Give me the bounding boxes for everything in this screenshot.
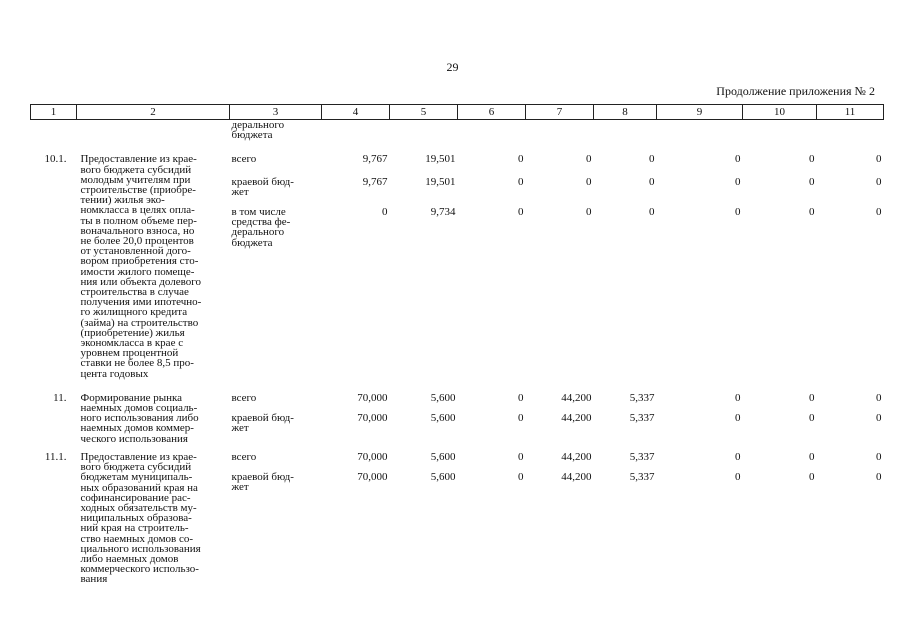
column-header: 5 (390, 105, 458, 120)
value: 0 (586, 206, 592, 218)
value: 0 (518, 153, 524, 166)
funding-type-label: всего (231, 450, 257, 463)
column-header: 8 (594, 105, 657, 120)
budget-table (30, 104, 884, 585)
value-cell (390, 154, 458, 378)
value-cell (390, 452, 458, 585)
value: 0 (809, 175, 815, 188)
funding-type-label: краевой бюд- жет (231, 412, 294, 435)
table-body (31, 120, 884, 585)
value: 0 (809, 412, 815, 425)
carryover-row (31, 120, 884, 141)
table-row (31, 393, 884, 444)
value: 0 (735, 450, 741, 463)
value: 44,200 (561, 412, 592, 425)
value-cell (458, 154, 526, 378)
value: 0 (518, 175, 524, 188)
row-number: 11. (53, 391, 67, 404)
value: 0 (735, 206, 741, 218)
value: 0 (518, 450, 524, 463)
value: 0 (809, 391, 815, 404)
value: 0 (876, 391, 882, 404)
description-cell (77, 120, 230, 141)
value: 0 (876, 471, 882, 484)
table-row (31, 452, 884, 585)
value-cell (594, 154, 657, 378)
funding-type-cell (230, 154, 322, 378)
spacer-cell (31, 140, 884, 154)
value: 0 (735, 175, 741, 188)
value-cell (526, 452, 594, 585)
value: 0 (649, 175, 655, 188)
value-cell (743, 154, 817, 378)
value: 0 (876, 412, 882, 425)
value: 44,200 (561, 471, 592, 484)
value: 0 (809, 153, 815, 166)
value: 44,200 (561, 391, 592, 404)
column-header: 4 (322, 105, 390, 120)
value-cell (526, 154, 594, 378)
value-cell (594, 393, 657, 444)
value: 70,000 (357, 471, 388, 484)
value-cell (817, 120, 884, 141)
value: 70,000 (357, 450, 388, 463)
row-number: 10.1. (44, 153, 67, 166)
value-cell (657, 154, 743, 378)
row-description: Предоставление из крае- вого бюджета субсидий бюджетам муниципаль- ных образований края на софинансирование рас- ходных обязательств му- ниципальных образова- ний края на строитель- ство наемных домов со- циального использования либо наемных домов коммерческого использо- вания (80, 450, 201, 586)
value: 0 (876, 175, 882, 188)
value: 0 (382, 206, 388, 218)
value-cell (817, 452, 884, 585)
table-row (31, 154, 884, 378)
column-header: 7 (526, 105, 594, 120)
value: 70,000 (357, 412, 388, 425)
value-cell (322, 393, 390, 444)
value: 5,337 (629, 412, 655, 425)
row-number: 11.1. (44, 450, 67, 463)
value: 44,200 (561, 450, 592, 463)
column-header: 2 (77, 105, 230, 120)
value: 0 (809, 206, 815, 218)
value: 0 (586, 175, 592, 188)
row-spacer (31, 379, 884, 393)
column-header: 6 (458, 105, 526, 120)
appendix-continuation-label: Продолжение приложения № 2 (716, 84, 875, 98)
column-number-header-row (31, 105, 884, 120)
value: 5,600 (430, 391, 456, 404)
value: 70,000 (357, 391, 388, 404)
value-cell (458, 393, 526, 444)
value-cell (743, 120, 817, 141)
value-cell (390, 120, 458, 141)
row-number-cell (31, 120, 77, 141)
value: 0 (518, 412, 524, 425)
value-cell (390, 393, 458, 444)
value-cell (594, 452, 657, 585)
value-cell (817, 154, 884, 378)
value-cell (743, 393, 817, 444)
value: 9,734 (430, 206, 456, 218)
value: 9,767 (362, 175, 388, 188)
value: 0 (649, 206, 655, 218)
value: 5,600 (430, 471, 456, 484)
value: 0 (586, 153, 592, 166)
value: 0 (649, 153, 655, 166)
spacer-cell (31, 379, 884, 393)
value: 0 (876, 153, 882, 166)
value-cell (657, 393, 743, 444)
row-description: Формирование рынка наемных домов социаль- ного использования либо наемных домов коммер- ческого использования (80, 391, 199, 445)
column-header: 11 (817, 105, 884, 120)
column-header: 3 (230, 105, 322, 120)
value: 0 (518, 471, 524, 484)
value: 9,767 (362, 153, 388, 166)
value: 0 (518, 206, 524, 218)
funding-type-cell: дерального бюджета (231, 119, 285, 142)
funding-type-label: всего (231, 391, 257, 404)
funding-type-cell (230, 452, 322, 585)
value: 0 (809, 471, 815, 484)
value-cell (322, 120, 390, 141)
funding-type-label: всего (231, 153, 257, 166)
value-cell (458, 120, 526, 141)
value: 0 (735, 153, 741, 166)
value: 0 (518, 391, 524, 404)
row-description: Предоставление из крае- вого бюджета субсидий молодым учителям при строительстве (приобре- тении) жилья эко- номкласса в целях опла- ты в полном объеме пер- воначального взноса, но не более 20,0 процентов от установленной дого- вором приобретения сто- имости жилого помеще- ния или объекта долевого строительства в случае получения ими ипотечно- го жилищного кредита (займа) на строительство (приобретение) жилья экономкласса в крае с уровнем процентной ставки не более 8,5 про- цента годовых (80, 153, 202, 380)
value-cell (657, 452, 743, 585)
funding-type-label: краевой бюд- жет (231, 175, 294, 198)
value: 5,337 (629, 450, 655, 463)
column-header: 10 (743, 105, 817, 120)
value: 0 (735, 471, 741, 484)
value-cell (657, 120, 743, 141)
value: 0 (809, 450, 815, 463)
column-header: 9 (657, 105, 743, 120)
value-cell (594, 120, 657, 141)
value-cell (322, 154, 390, 378)
value-cell (743, 452, 817, 585)
value: 0 (735, 412, 741, 425)
value: 19,501 (425, 153, 456, 166)
value: 5,600 (430, 450, 456, 463)
value: 5,337 (629, 471, 655, 484)
value: 5,337 (629, 391, 655, 404)
value-cell (322, 452, 390, 585)
value-cell (526, 393, 594, 444)
value: 0 (876, 206, 882, 218)
value: 0 (735, 391, 741, 404)
funding-type-label: в том числе средства фе- дерального бюджета (231, 206, 291, 249)
page-number: 29 (446, 60, 459, 74)
value-cell (817, 393, 884, 444)
value: 19,501 (425, 175, 456, 188)
value: 0 (876, 450, 882, 463)
value-cell (526, 120, 594, 141)
funding-type-label: краевой бюд- жет (231, 471, 294, 494)
value: 5,600 (430, 412, 456, 425)
funding-type-cell (230, 393, 322, 444)
value-cell (458, 452, 526, 585)
row-spacer (31, 140, 884, 154)
column-header: 1 (31, 105, 77, 120)
